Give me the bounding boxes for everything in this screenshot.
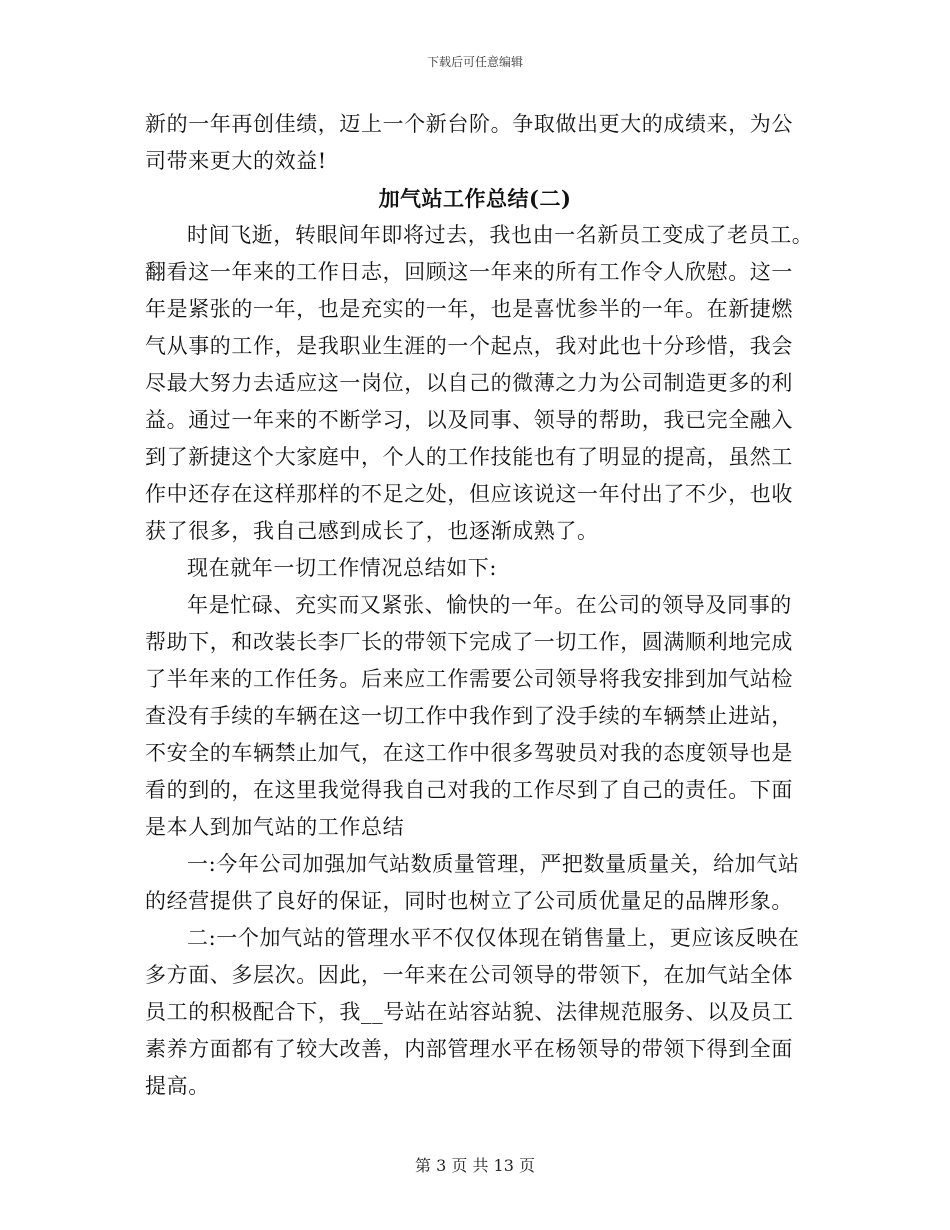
paragraph-line: 尽最大努力去适应这一岗位，以自己的微薄之力为公司制造更多的利 [145,371,793,395]
paragraph-line: 不安全的车辆禁止加气，在这工作中很多驾驶员对我的态度领导也是 [145,741,793,765]
paragraph-line: 二:一个加气站的管理水平不仅仅体现在销售量上，更应该反映在 [187,926,800,950]
paragraph-line: 气从事的工作，是我职业生涯的一个起点，我对此也十分珍惜，我会 [145,334,793,358]
paragraph-line: 作中还存在这样那样的不足之处，但应该说这一年付出了不少，也收 [145,482,793,506]
paragraph-line: 了半年来的工作任务。后来应工作需要公司领导将我安排到加气站检 [145,667,793,691]
paragraph-line: 司带来更大的效益! [145,149,327,173]
paragraph-line: 提高。 [145,1074,210,1098]
paragraph-line: 多方面、多层次。因此，一年来在公司领导的带领下，在加气站全体 [145,963,793,987]
paragraph-line: 益。通过一年来的不断学习，以及同事、领导的帮助，我已完全融入 [145,408,793,432]
paragraph-line: 帮助下，和改装长李厂长的带领下完成了一切工作，圆满顺利地完成 [145,630,793,654]
paragraph-line: 素养方面都有了较大改善，内部管理水平在杨领导的带领下得到全面 [145,1037,793,1061]
paragraph-line: 到了新捷这个大家庭中，个人的工作技能也有了明显的提高，虽然工 [145,445,793,469]
paragraph-line: 新的一年再创佳绩，迈上一个新台阶。争取做出更大的成绩来，为公 [145,112,793,136]
paragraph-line: 查没有手续的车辆在这一切工作中我作到了没手续的车辆禁止进站， [145,704,793,728]
paragraph-line: 翻看这一年来的工作日志，回顾这一年来的所有工作令人欣慰。这一 [145,260,793,284]
paragraph-line: 年是忙碌、充实而又紧张、愉快的一年。在公司的领导及同事的 [187,593,792,617]
paragraph-line: 是本人到加气站的工作总结 [145,815,405,839]
paragraph-line: 员工的积极配合下，我__号站在站容站貌、法律规范服务、以及员工 [145,1000,794,1024]
document-body [145,106,814,1105]
paragraph-line: 一:今年公司加强加气站数质量管理，严把数量质量关，给加气站 [187,852,800,876]
paragraph-line: 年是紧张的一年，也是充实的一年，也是喜忧参半的一年。在新捷燃 [145,297,793,321]
paragraph-line: 现在就年一切工作情况总结如下: [187,556,498,580]
section-title: 加气站工作总结(二) [378,186,572,211]
page-footer: 第 3 页 共 13 页 [415,1156,535,1175]
paragraph-line: 获了很多，我自己感到成长了，也逐渐成熟了。 [145,519,599,543]
page-header: 下载后可任意编辑 [426,55,523,69]
paragraph-line: 时间飞逝，转眼间年即将过去，我也由一名新员工变成了老员工。 [187,223,814,247]
paragraph-line: 的经营提供了良好的保证，同时也树立了公司质优量足的品牌形象。 [145,889,793,913]
paragraph-line: 看的到的，在这里我觉得我自己对我的工作尽到了自己的责任。下面 [145,778,793,802]
